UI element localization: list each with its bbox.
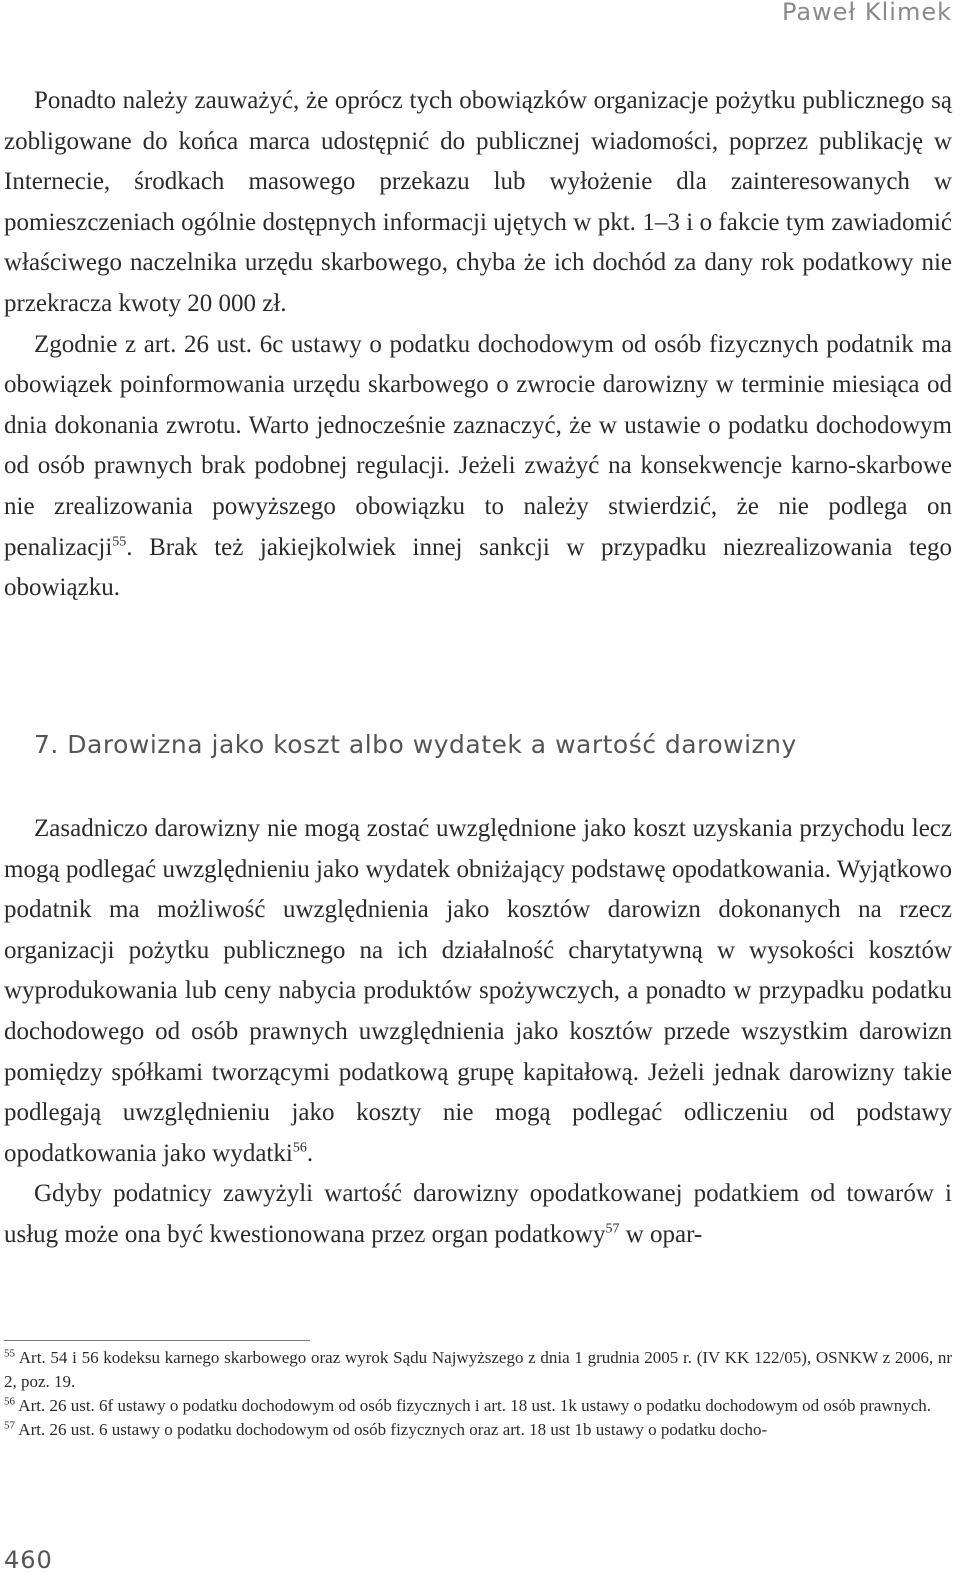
paragraph-2: [4, 325, 952, 609]
footnote-ref-56[interactable]: 56: [292, 1140, 307, 1156]
paragraph-1: Ponadto należy zauważyć, że oprócz tych obowiązków organizacje pożytku publicznego są zobligowane do końca marca udostępnić do publicznej wiadomości, poprzez publikację w Internecie, środkach masowego przekazu lub wyłożenie dla zainteresowanych w pomieszczeniach ogólnie dostępnych informacji ujętych w pkt. 1–3 i o fakcie tym zawiadomić właściwego naczelnika urzędu skarbowego, chyba że ich dochód za dany rok podatkowy nie przekracza kwoty 20 000 zł.: [4, 87, 952, 317]
footnote-number: 56: [4, 1395, 15, 1408]
footnote-text: Art. 54 i 56 kodeksu karnego skarbowego oraz wyrok Sądu Najwyższego z dnia 1 grudnia 2005 r. (IV KK 122/05), OSNKW z 2006, nr 2, poz. 19.: [4, 1348, 952, 1391]
text-block-top: [4, 81, 952, 609]
running-header-author: Paweł Klimek: [781, 0, 952, 26]
footnote-text: Art. 26 ust. 6 ustawy o podatku dochodowym od osób fizycznych oraz art. 18 ust 1b ustawy o podatku docho-: [15, 1420, 768, 1439]
paragraph-2-text-a: Zgodnie z art. 26 ust. 6c ustawy o podatku dochodowym od osób fizycznych podatnik ma obowiązek poinformowania urzędu skarbowego o zwrocie darowizny w terminie miesiąca od dnia dokonania zwrotu. Warto jednocześnie zaznaczyć, że w ustawie o podatku dochodowym od osób prawnych brak podobnej regulacji. Jeżeli zważyć na konsekwencje karno-skarbowe nie zrealizowania powyższego obowiązku to należy stwierdzić, że nie podlega on penalizacji: [4, 330, 952, 561]
paragraph-2-text-b: . Brak też jakiejkolwiek innej sankcji w przypadku niezrealizowania tego obowiązku.: [4, 533, 952, 602]
paragraph-4-text-a: Gdyby podatnicy zawyżyli wartość darowizny opodatkowanej podatkiem od towarów i usług może ona być kwestionowana przez organ podatkowy: [4, 1180, 952, 1248]
footnotes: [4, 1346, 952, 1442]
footnote-57: [4, 1418, 952, 1442]
footnote-ref-55[interactable]: 55: [112, 534, 127, 550]
footnote-divider: [4, 1340, 310, 1341]
section-heading: 7. Darowizna jako koszt albo wydatek a wartość darowizny: [34, 730, 797, 759]
paragraph-3-text-a: Zasadniczo darowizny nie mogą zostać uwzględnione jako koszt uzyskania przychodu lecz mogą podlegać uwzględnieniu jako wydatek obniżający podstawę opodatkowania. Wyjątkowo podatnik ma możliwość uwzględnienia jako kosztów darowizn dokonanych na rzecz organizacji pożytku publicznego na ich działalność charytatywną w wysokości kosztów wyprodukowania lub ceny nabycia produktów spożywczych, a ponadto w przypadku podatku dochodowego od osób prawnych uwzględnienia jako kosztów przede wszystkim darowizn pomiędzy spółkami tworzącymi podatkową grupę kapitałową. Jeżeli jednak darowizny takie podlegają uwzględnieniu jako koszty nie mogą podlegać odliczeniu od podstawy opodatkowania jako wydatki: [4, 815, 952, 1167]
footnote-ref-57[interactable]: 57: [605, 1221, 620, 1237]
footnote-text: Art. 26 ust. 6f ustawy o podatku dochodowym od osób fizycznych i art. 18 ust. 1k ustawy o podatku dochodowym od osób prawnych.: [15, 1396, 931, 1415]
paragraph-4-text-b: w opar-: [619, 1220, 703, 1248]
footnote-55: [4, 1346, 952, 1394]
footnote-number: 57: [4, 1419, 15, 1432]
text-block-section-7: [4, 809, 952, 1256]
paragraph-3: [4, 809, 952, 1174]
footnote-number: 55: [4, 1347, 15, 1360]
page-number: 460: [4, 1546, 53, 1574]
paragraph-4: [4, 1174, 952, 1255]
paragraph-3-text-b: .: [306, 1139, 314, 1167]
footnote-56: [4, 1394, 952, 1418]
